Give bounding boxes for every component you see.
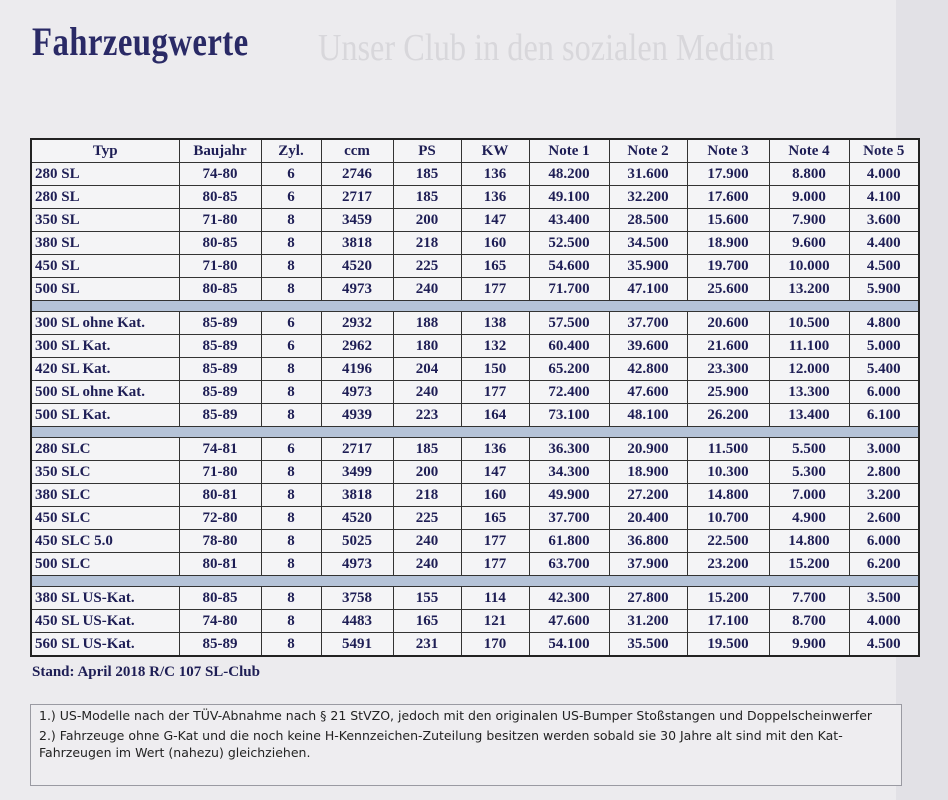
table-row: [31, 404, 919, 427]
table-cell: 8: [261, 209, 321, 232]
table-cell: 72-80: [179, 507, 261, 530]
group-separator: [31, 576, 919, 587]
table-cell: 14.800: [769, 530, 849, 553]
table-cell: 27.200: [609, 484, 687, 507]
table-cell: 71.700: [529, 278, 609, 301]
table-cell: 121: [461, 610, 529, 633]
table-cell: 8: [261, 278, 321, 301]
table-cell: 200: [393, 209, 461, 232]
table-row: [31, 461, 919, 484]
table-cell: 47.100: [609, 278, 687, 301]
table-cell: 5.400: [849, 358, 919, 381]
table-cell: 35.500: [609, 633, 687, 657]
table-cell: 3.600: [849, 209, 919, 232]
table-cell: 160: [461, 484, 529, 507]
table-cell: 8: [261, 587, 321, 610]
column-header: Note 5: [849, 139, 919, 163]
table-cell: 74-80: [179, 163, 261, 186]
table-cell: 5025: [321, 530, 393, 553]
table-cell: 2932: [321, 312, 393, 335]
table-row: [31, 633, 919, 657]
table-cell: 9.900: [769, 633, 849, 657]
table-cell: 15.200: [687, 587, 769, 610]
table-cell: 204: [393, 358, 461, 381]
table-cell: 8.800: [769, 163, 849, 186]
table-cell: 10.500: [769, 312, 849, 335]
table-cell: 85-89: [179, 358, 261, 381]
model-type-cell: 380 SL US-Kat.: [31, 587, 179, 610]
table-cell: 52.500: [529, 232, 609, 255]
table-cell: 132: [461, 335, 529, 358]
column-header: ccm: [321, 139, 393, 163]
table-row: [31, 507, 919, 530]
table-cell: 5491: [321, 633, 393, 657]
model-type-cell: 280 SL: [31, 186, 179, 209]
table-cell: 18.900: [687, 232, 769, 255]
table-cell: 4.000: [849, 163, 919, 186]
table-cell: 19.500: [687, 633, 769, 657]
table-header-row: [31, 139, 919, 163]
table-cell: 32.200: [609, 186, 687, 209]
table-cell: 48.200: [529, 163, 609, 186]
table-cell: 43.400: [529, 209, 609, 232]
table-cell: 8: [261, 381, 321, 404]
table-cell: 28.500: [609, 209, 687, 232]
table-cell: 4.000: [849, 610, 919, 633]
table-cell: 61.800: [529, 530, 609, 553]
group-separator: [31, 427, 919, 438]
table-cell: 71-80: [179, 209, 261, 232]
table-cell: 13.300: [769, 381, 849, 404]
table-cell: 4.100: [849, 186, 919, 209]
table-cell: 80-81: [179, 553, 261, 576]
table-cell: 8: [261, 530, 321, 553]
table-cell: 13.200: [769, 278, 849, 301]
table-cell: 23.300: [687, 358, 769, 381]
table-cell: 6.000: [849, 381, 919, 404]
table-cell: 20.400: [609, 507, 687, 530]
model-type-cell: 500 SL ohne Kat.: [31, 381, 179, 404]
table-cell: 177: [461, 553, 529, 576]
table-row: [31, 163, 919, 186]
table-row: [31, 232, 919, 255]
table-cell: 3.500: [849, 587, 919, 610]
table-cell: 54.600: [529, 255, 609, 278]
table-cell: 37.700: [529, 507, 609, 530]
table-cell: 34.300: [529, 461, 609, 484]
table-cell: 225: [393, 507, 461, 530]
table-cell: 39.600: [609, 335, 687, 358]
table-cell: 4973: [321, 278, 393, 301]
table-row: [31, 438, 919, 461]
table-cell: 5.000: [849, 335, 919, 358]
table-cell: 3758: [321, 587, 393, 610]
table-cell: 4973: [321, 553, 393, 576]
table-cell: 42.300: [529, 587, 609, 610]
table-cell: 170: [461, 633, 529, 657]
table-row: [31, 530, 919, 553]
table-cell: 49.900: [529, 484, 609, 507]
table-cell: 3818: [321, 232, 393, 255]
model-type-cell: 500 SLC: [31, 553, 179, 576]
table-cell: 2962: [321, 335, 393, 358]
model-type-cell: 380 SL: [31, 232, 179, 255]
table-cell: 136: [461, 186, 529, 209]
footnote-1: 1.) US-Modelle nach der TÜV-Abnahme nach § 21 StVZO, jedoch mit den originalen US-Bumper Stoßstangen und Doppelscheinwerfer: [39, 708, 873, 723]
table-cell: 3499: [321, 461, 393, 484]
table-cell: 6: [261, 312, 321, 335]
table-body: [31, 163, 919, 657]
table-row: [31, 484, 919, 507]
table-cell: 8: [261, 484, 321, 507]
column-header: Zyl.: [261, 139, 321, 163]
table-cell: 85-89: [179, 381, 261, 404]
table-cell: 5.500: [769, 438, 849, 461]
table-cell: 3459: [321, 209, 393, 232]
table-cell: 4520: [321, 255, 393, 278]
table-cell: 63.700: [529, 553, 609, 576]
table-cell: 80-85: [179, 278, 261, 301]
table-cell: 80-85: [179, 232, 261, 255]
table-cell: 3.000: [849, 438, 919, 461]
table-cell: 85-89: [179, 404, 261, 427]
table-cell: 8: [261, 610, 321, 633]
group-separator: [31, 301, 919, 312]
table-cell: 12.000: [769, 358, 849, 381]
table-cell: 8.700: [769, 610, 849, 633]
table-cell: 47.600: [529, 610, 609, 633]
group-separator-cell: [31, 576, 919, 587]
table-row: [31, 381, 919, 404]
model-type-cell: 500 SL: [31, 278, 179, 301]
table-cell: 240: [393, 381, 461, 404]
table-cell: 19.700: [687, 255, 769, 278]
column-header: Note 1: [529, 139, 609, 163]
table-cell: 4.400: [849, 232, 919, 255]
table-cell: 20.600: [687, 312, 769, 335]
table-cell: 4520: [321, 507, 393, 530]
table-cell: 80-85: [179, 587, 261, 610]
table-cell: 7.900: [769, 209, 849, 232]
model-type-cell: 500 SL Kat.: [31, 404, 179, 427]
table-row: [31, 278, 919, 301]
table-cell: 240: [393, 278, 461, 301]
table-row: [31, 358, 919, 381]
table-row: [31, 209, 919, 232]
table-cell: 35.900: [609, 255, 687, 278]
table-cell: 177: [461, 530, 529, 553]
table-cell: 136: [461, 163, 529, 186]
model-type-cell: 300 SL Kat.: [31, 335, 179, 358]
column-header: Baujahr: [179, 139, 261, 163]
table-cell: 2.600: [849, 507, 919, 530]
table-cell: 5.900: [849, 278, 919, 301]
table-cell: 72.400: [529, 381, 609, 404]
table-row: [31, 312, 919, 335]
table-cell: 15.200: [769, 553, 849, 576]
table-cell: 11.500: [687, 438, 769, 461]
table-cell: 27.800: [609, 587, 687, 610]
table-cell: 73.100: [529, 404, 609, 427]
table-cell: 5.300: [769, 461, 849, 484]
table-row: [31, 553, 919, 576]
table-cell: 8: [261, 461, 321, 484]
table-cell: 136: [461, 438, 529, 461]
table-cell: 54.100: [529, 633, 609, 657]
table-cell: 22.500: [687, 530, 769, 553]
column-header: Note 2: [609, 139, 687, 163]
table-cell: 240: [393, 553, 461, 576]
table-cell: 60.400: [529, 335, 609, 358]
table-cell: 4.500: [849, 255, 919, 278]
table-cell: 71-80: [179, 461, 261, 484]
table-cell: 9.600: [769, 232, 849, 255]
table-cell: 17.900: [687, 163, 769, 186]
page-title: Fahrzeugwerte: [32, 19, 249, 64]
vehicle-values-table-container: [30, 138, 918, 657]
model-type-cell: 350 SLC: [31, 461, 179, 484]
table-cell: 223: [393, 404, 461, 427]
table-cell: 10.000: [769, 255, 849, 278]
table-cell: 71-80: [179, 255, 261, 278]
column-header: PS: [393, 139, 461, 163]
table-cell: 2717: [321, 186, 393, 209]
table-cell: 36.800: [609, 530, 687, 553]
table-cell: 218: [393, 232, 461, 255]
table-cell: 48.100: [609, 404, 687, 427]
model-type-cell: 280 SLC: [31, 438, 179, 461]
table-cell: 37.700: [609, 312, 687, 335]
model-type-cell: 280 SL: [31, 163, 179, 186]
table-cell: 74-80: [179, 610, 261, 633]
table-cell: 8: [261, 507, 321, 530]
table-cell: 165: [461, 255, 529, 278]
model-type-cell: 450 SL US-Kat.: [31, 610, 179, 633]
table-cell: 31.600: [609, 163, 687, 186]
table-cell: 6: [261, 186, 321, 209]
table-cell: 185: [393, 438, 461, 461]
table-cell: 17.600: [687, 186, 769, 209]
table-cell: 14.800: [687, 484, 769, 507]
stand-date-label: Stand: April 2018 R/C 107 SL-Club: [32, 664, 260, 680]
table-cell: 177: [461, 278, 529, 301]
table-cell: 4939: [321, 404, 393, 427]
table-cell: 36.300: [529, 438, 609, 461]
table-cell: 8: [261, 232, 321, 255]
table-cell: 147: [461, 461, 529, 484]
column-header: KW: [461, 139, 529, 163]
ghost-heading-show-through: Unser Club in den sozialen Medien: [318, 27, 775, 69]
table-cell: 13.400: [769, 404, 849, 427]
model-type-cell: 380 SLC: [31, 484, 179, 507]
table-cell: 165: [393, 610, 461, 633]
table-cell: 34.500: [609, 232, 687, 255]
table-cell: 7.700: [769, 587, 849, 610]
table-cell: 65.200: [529, 358, 609, 381]
table-cell: 4973: [321, 381, 393, 404]
table-cell: 200: [393, 461, 461, 484]
table-cell: 8: [261, 553, 321, 576]
table-row: [31, 186, 919, 209]
table-cell: 8: [261, 404, 321, 427]
table-cell: 26.200: [687, 404, 769, 427]
model-type-cell: 560 SL US-Kat.: [31, 633, 179, 657]
table-cell: 8: [261, 255, 321, 278]
table-cell: 3818: [321, 484, 393, 507]
table-cell: 4483: [321, 610, 393, 633]
table-cell: 18.900: [609, 461, 687, 484]
table-cell: 164: [461, 404, 529, 427]
table-cell: 47.600: [609, 381, 687, 404]
table-cell: 42.800: [609, 358, 687, 381]
model-type-cell: 450 SLC: [31, 507, 179, 530]
table-cell: 185: [393, 163, 461, 186]
column-header: Note 3: [687, 139, 769, 163]
table-cell: 6.100: [849, 404, 919, 427]
table-cell: 2717: [321, 438, 393, 461]
table-cell: 114: [461, 587, 529, 610]
table-cell: 80-81: [179, 484, 261, 507]
footnote-2: 2.) Fahrzeuge ohne G-Kat und die noch keine H-Kennzeichen-Zuteilung besitzen werden sobald sie 30 Jahre alt sind mit den Kat-Fahrzeugen im Wert (nahezu) gleichziehen.: [39, 728, 843, 760]
table-cell: 218: [393, 484, 461, 507]
table-row: [31, 587, 919, 610]
table-cell: 17.100: [687, 610, 769, 633]
table-row: [31, 255, 919, 278]
table-cell: 15.600: [687, 209, 769, 232]
table-cell: 7.000: [769, 484, 849, 507]
table-cell: 20.900: [609, 438, 687, 461]
table-cell: 74-81: [179, 438, 261, 461]
table-cell: 78-80: [179, 530, 261, 553]
table-cell: 138: [461, 312, 529, 335]
table-cell: 6: [261, 335, 321, 358]
table-cell: 185: [393, 186, 461, 209]
table-cell: 23.200: [687, 553, 769, 576]
group-separator-cell: [31, 427, 919, 438]
table-cell: 177: [461, 381, 529, 404]
table-cell: 240: [393, 530, 461, 553]
table-cell: 4196: [321, 358, 393, 381]
table-cell: 225: [393, 255, 461, 278]
table-cell: 8: [261, 358, 321, 381]
table-cell: 8: [261, 633, 321, 657]
table-cell: 180: [393, 335, 461, 358]
table-cell: 85-89: [179, 633, 261, 657]
table-cell: 10.300: [687, 461, 769, 484]
table-cell: 188: [393, 312, 461, 335]
table-cell: 21.600: [687, 335, 769, 358]
model-type-cell: 300 SL ohne Kat.: [31, 312, 179, 335]
table-cell: 49.100: [529, 186, 609, 209]
table-cell: 4.800: [849, 312, 919, 335]
table-cell: 4.900: [769, 507, 849, 530]
table-cell: 25.600: [687, 278, 769, 301]
footnotes-box: [30, 704, 902, 786]
table-cell: 3.200: [849, 484, 919, 507]
table-cell: 6: [261, 163, 321, 186]
table-cell: 80-85: [179, 186, 261, 209]
table-cell: 10.700: [687, 507, 769, 530]
table-cell: 4.500: [849, 633, 919, 657]
table-cell: 6.000: [849, 530, 919, 553]
table-cell: 37.900: [609, 553, 687, 576]
column-header: Note 4: [769, 139, 849, 163]
table-cell: 31.200: [609, 610, 687, 633]
table-cell: 2.800: [849, 461, 919, 484]
model-type-cell: 350 SL: [31, 209, 179, 232]
table-cell: 11.100: [769, 335, 849, 358]
table-cell: 6.200: [849, 553, 919, 576]
table-cell: 231: [393, 633, 461, 657]
column-header: Typ: [31, 139, 179, 163]
model-type-cell: 450 SL: [31, 255, 179, 278]
table-cell: 6: [261, 438, 321, 461]
table-cell: 160: [461, 232, 529, 255]
table-cell: 165: [461, 507, 529, 530]
table-row: [31, 610, 919, 633]
table-cell: 147: [461, 209, 529, 232]
table-cell: 57.500: [529, 312, 609, 335]
table-row: [31, 335, 919, 358]
vehicle-values-table: [30, 138, 920, 657]
table-cell: 2746: [321, 163, 393, 186]
group-separator-cell: [31, 301, 919, 312]
table-cell: 25.900: [687, 381, 769, 404]
table-cell: 85-89: [179, 312, 261, 335]
table-cell: 85-89: [179, 335, 261, 358]
table-cell: 150: [461, 358, 529, 381]
model-type-cell: 420 SL Kat.: [31, 358, 179, 381]
model-type-cell: 450 SLC 5.0: [31, 530, 179, 553]
table-cell: 155: [393, 587, 461, 610]
table-cell: 9.000: [769, 186, 849, 209]
